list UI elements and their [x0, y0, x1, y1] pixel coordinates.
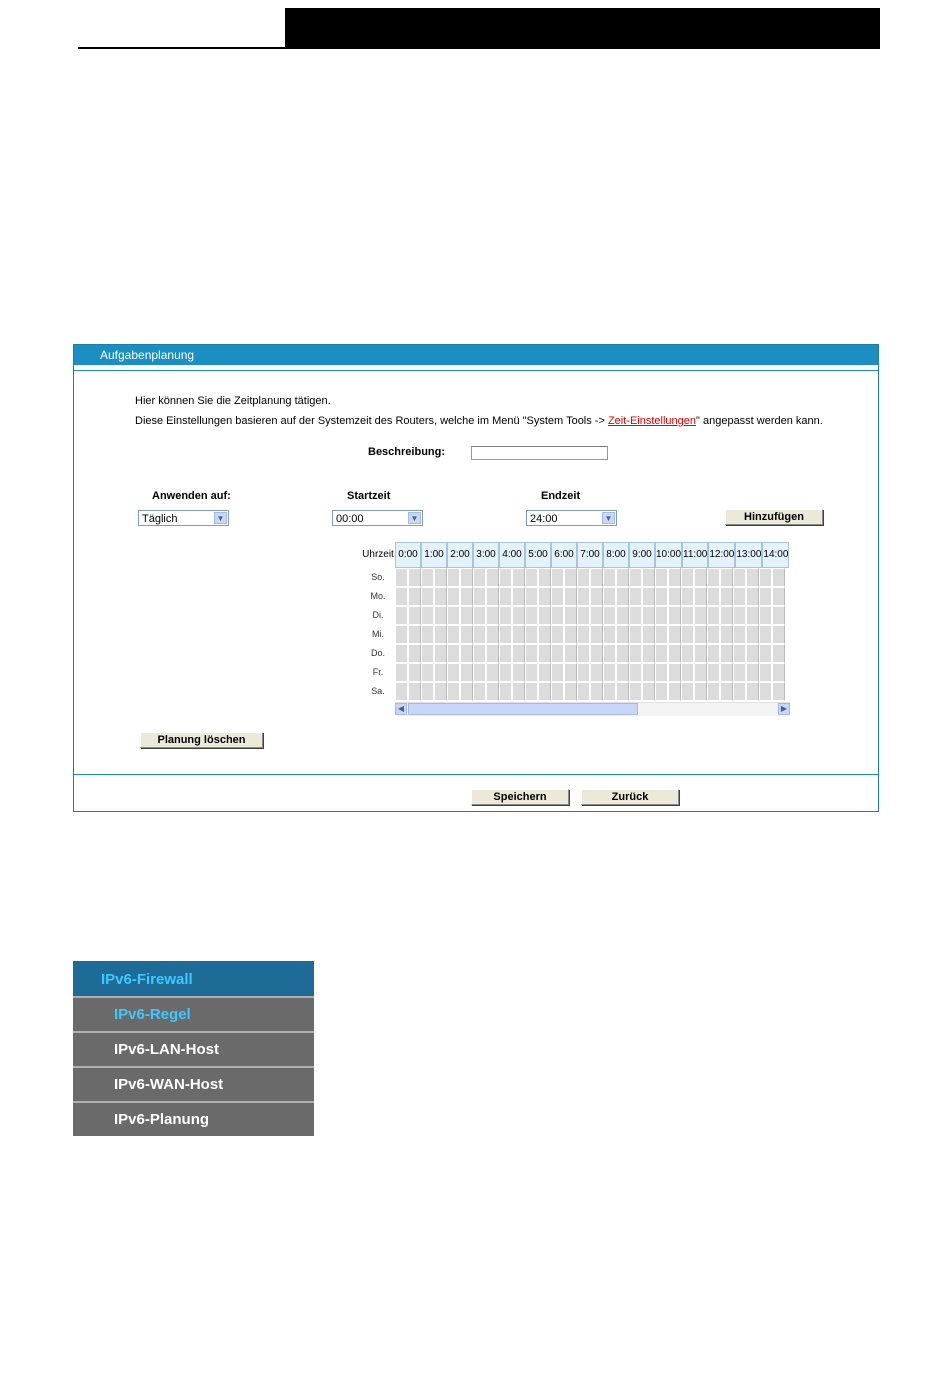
schedule-cell[interactable]: [694, 663, 707, 682]
schedule-cell[interactable]: [395, 663, 408, 682]
schedule-cell[interactable]: [473, 568, 486, 587]
schedule-cell[interactable]: [525, 587, 538, 606]
day-label: Mi.: [372, 629, 384, 639]
schedule-cell[interactable]: [733, 587, 746, 606]
time-settings-link[interactable]: Zeit-Einstellungen: [607, 415, 697, 427]
schedule-cell[interactable]: [655, 625, 668, 644]
schedule-cell[interactable]: [681, 663, 694, 682]
hour-header: 12:00: [708, 542, 735, 568]
schedule-cell[interactable]: [759, 625, 772, 644]
schedule-cell[interactable]: [551, 587, 564, 606]
schedule-cell[interactable]: [538, 587, 551, 606]
hour-header: 10:00: [655, 542, 682, 568]
schedule-cell[interactable]: [460, 606, 473, 625]
menu-item-ipv6-rule[interactable]: IPv6-Regel: [73, 996, 314, 1031]
cell-rows: [395, 568, 790, 701]
schedule-cell[interactable]: [733, 625, 746, 644]
intro-line-1: Hier können Sie die Zeitplanung tätigen.: [135, 395, 331, 407]
schedule-cell[interactable]: [473, 644, 486, 663]
schedule-cell[interactable]: [642, 587, 655, 606]
schedule-cell[interactable]: [447, 568, 460, 587]
schedule-cell[interactable]: [772, 625, 785, 644]
schedule-cell[interactable]: [616, 606, 629, 625]
grid-cells-area: [395, 542, 790, 702]
schedule-cell[interactable]: [642, 682, 655, 701]
schedule-cell[interactable]: [603, 682, 616, 701]
schedule-cell[interactable]: [772, 663, 785, 682]
title-rule: [74, 370, 878, 371]
hour-header: 9:00: [629, 542, 655, 568]
menu-item-ipv6-schedule[interactable]: IPv6-Planung: [73, 1101, 314, 1136]
hour-header: 1:00: [421, 542, 447, 568]
schedule-cell[interactable]: [642, 644, 655, 663]
schedule-cell[interactable]: [681, 587, 694, 606]
schedule-cell[interactable]: [473, 625, 486, 644]
schedule-cell[interactable]: [499, 625, 512, 644]
schedule-cell[interactable]: [499, 644, 512, 663]
schedule-cell[interactable]: [681, 682, 694, 701]
schedule-cell[interactable]: [460, 682, 473, 701]
scrollbar-thumb[interactable]: [408, 703, 638, 715]
schedule-cell[interactable]: [694, 587, 707, 606]
schedule-cell[interactable]: [694, 606, 707, 625]
schedule-cell[interactable]: [707, 644, 720, 663]
schedule-cell[interactable]: [668, 568, 681, 587]
schedule-cell[interactable]: [434, 568, 447, 587]
header-bar: [285, 8, 880, 49]
schedule-cell[interactable]: [551, 663, 564, 682]
chevron-down-icon: ▼: [602, 512, 615, 524]
schedule-cell[interactable]: [590, 682, 603, 701]
schedule-cell[interactable]: [408, 568, 421, 587]
schedule-cell[interactable]: [629, 568, 642, 587]
start-time-select[interactable]: [332, 510, 423, 526]
end-time-value: 24:00: [530, 513, 558, 525]
schedule-cell[interactable]: [733, 606, 746, 625]
schedule-cell[interactable]: [707, 606, 720, 625]
schedule-cell[interactable]: [759, 606, 772, 625]
schedule-cell[interactable]: [668, 606, 681, 625]
schedule-cell[interactable]: [421, 606, 434, 625]
hour-header: 4:00: [499, 542, 525, 568]
schedule-cell[interactable]: [629, 587, 642, 606]
schedule-cell[interactable]: [577, 644, 590, 663]
schedule-cell[interactable]: [460, 568, 473, 587]
schedule-cell[interactable]: [499, 568, 512, 587]
schedule-cell[interactable]: [460, 587, 473, 606]
schedule-cell[interactable]: [486, 682, 499, 701]
schedule-cell[interactable]: [616, 644, 629, 663]
schedule-cell[interactable]: [720, 663, 733, 682]
schedule-cell[interactable]: [668, 644, 681, 663]
add-button[interactable]: Hinzufügen: [725, 509, 823, 525]
schedule-cell[interactable]: [655, 644, 668, 663]
schedule-cell[interactable]: [759, 644, 772, 663]
schedule-cell[interactable]: [551, 644, 564, 663]
schedule-cell[interactable]: [577, 625, 590, 644]
schedule-cell[interactable]: [564, 568, 577, 587]
apply-select[interactable]: [138, 510, 229, 526]
schedule-cell[interactable]: [551, 606, 564, 625]
schedule-cell[interactable]: [551, 568, 564, 587]
schedule-cell[interactable]: [629, 625, 642, 644]
schedule-cell[interactable]: [616, 663, 629, 682]
schedule-cell[interactable]: [434, 663, 447, 682]
schedule-cell[interactable]: [733, 568, 746, 587]
schedule-cell[interactable]: [408, 587, 421, 606]
intro-line-2: [135, 415, 823, 427]
schedule-cell[interactable]: [551, 682, 564, 701]
schedule-cell[interactable]: [720, 644, 733, 663]
schedule-cell[interactable]: [538, 663, 551, 682]
schedule-cell[interactable]: [577, 663, 590, 682]
schedule-row: [395, 625, 790, 644]
schedule-cell[interactable]: [421, 587, 434, 606]
schedule-cell[interactable]: [616, 682, 629, 701]
schedule-cell[interactable]: [590, 625, 603, 644]
schedule-cell[interactable]: [577, 606, 590, 625]
schedule-cell[interactable]: [408, 682, 421, 701]
schedule-cell[interactable]: [655, 606, 668, 625]
schedule-cell[interactable]: [538, 606, 551, 625]
bottom-rule: [74, 774, 878, 775]
schedule-cell[interactable]: [759, 568, 772, 587]
schedule-cell[interactable]: [395, 568, 408, 587]
schedule-cell[interactable]: [395, 606, 408, 625]
schedule-cell[interactable]: [629, 606, 642, 625]
schedule-cell[interactable]: [772, 587, 785, 606]
schedule-cell[interactable]: [681, 568, 694, 587]
end-time-label: Endzeit: [541, 490, 581, 502]
schedule-cell[interactable]: [694, 568, 707, 587]
schedule-cell[interactable]: [473, 587, 486, 606]
schedule-cell[interactable]: [512, 682, 525, 701]
schedule-cell[interactable]: [460, 625, 473, 644]
schedule-cell[interactable]: [551, 625, 564, 644]
schedule-cell[interactable]: [538, 625, 551, 644]
header-rule: [78, 47, 285, 49]
schedule-cell[interactable]: [590, 644, 603, 663]
schedule-cell[interactable]: [746, 625, 759, 644]
schedule-cell[interactable]: [512, 625, 525, 644]
schedule-cell[interactable]: [707, 587, 720, 606]
schedule-cell[interactable]: [681, 606, 694, 625]
start-time-label: Startzeit: [347, 490, 391, 502]
schedule-cell[interactable]: [629, 682, 642, 701]
schedule-cell[interactable]: [447, 682, 460, 701]
schedule-cell[interactable]: [746, 682, 759, 701]
schedule-row: [395, 587, 790, 606]
schedule-cell[interactable]: [486, 568, 499, 587]
apply-label: Anwenden auf:: [152, 490, 231, 502]
schedule-cell[interactable]: [603, 568, 616, 587]
end-time-select[interactable]: [526, 510, 617, 526]
schedule-cell[interactable]: [512, 644, 525, 663]
schedule-grid: [361, 542, 790, 718]
schedule-cell[interactable]: [434, 644, 447, 663]
schedule-cell[interactable]: [642, 568, 655, 587]
schedule-cell[interactable]: [720, 625, 733, 644]
schedule-cell[interactable]: [772, 606, 785, 625]
schedule-row: [395, 606, 790, 625]
schedule-cell[interactable]: [460, 663, 473, 682]
schedule-cell[interactable]: [681, 625, 694, 644]
schedule-cell[interactable]: [655, 682, 668, 701]
back-button[interactable]: Zurück: [581, 789, 679, 805]
schedule-cell[interactable]: [564, 644, 577, 663]
schedule-cell[interactable]: [512, 587, 525, 606]
schedule-cell[interactable]: [629, 644, 642, 663]
schedule-cell[interactable]: [499, 663, 512, 682]
schedule-cell[interactable]: [434, 587, 447, 606]
schedule-cell[interactable]: [590, 606, 603, 625]
schedule-cell[interactable]: [538, 644, 551, 663]
schedule-cell[interactable]: [421, 644, 434, 663]
panel-title-text: Aufgabenplanung: [100, 348, 195, 362]
schedule-cell[interactable]: [642, 663, 655, 682]
hour-header: 14:00: [762, 542, 789, 568]
schedule-cell[interactable]: [447, 644, 460, 663]
schedule-cell[interactable]: [564, 587, 577, 606]
schedule-cell[interactable]: [694, 625, 707, 644]
schedule-cell[interactable]: [668, 663, 681, 682]
schedule-cell[interactable]: [694, 644, 707, 663]
schedule-cell[interactable]: [473, 606, 486, 625]
schedule-cell[interactable]: [421, 663, 434, 682]
schedule-cell[interactable]: [759, 663, 772, 682]
schedule-cell[interactable]: [629, 663, 642, 682]
schedule-cell[interactable]: [499, 587, 512, 606]
schedule-cell[interactable]: [590, 663, 603, 682]
scroll-right-icon[interactable]: ▶: [778, 703, 790, 715]
intro-line-2-after: " angepasst werden kann.: [696, 415, 823, 427]
schedule-cell[interactable]: [616, 625, 629, 644]
scroll-left-icon[interactable]: ◀: [395, 703, 407, 715]
schedule-cell[interactable]: [525, 625, 538, 644]
schedule-cell[interactable]: [473, 682, 486, 701]
schedule-cell[interactable]: [603, 606, 616, 625]
hour-header: 11:00: [682, 542, 708, 568]
schedule-cell[interactable]: [460, 644, 473, 663]
save-button[interactable]: Speichern: [471, 789, 569, 805]
chevron-down-icon: ▼: [214, 512, 227, 524]
schedule-cell[interactable]: [512, 606, 525, 625]
hour-header: 2:00: [447, 542, 473, 568]
description-input[interactable]: [471, 446, 608, 460]
schedule-cell[interactable]: [668, 682, 681, 701]
schedule-cell[interactable]: [499, 606, 512, 625]
day-label: Do.: [370, 648, 385, 658]
schedule-cell[interactable]: [447, 587, 460, 606]
schedule-cell[interactable]: [590, 568, 603, 587]
menu-item-ipv6-lan-host[interactable]: IPv6-LAN-Host: [73, 1031, 314, 1066]
schedule-cell[interactable]: [759, 587, 772, 606]
schedule-cell[interactable]: [772, 644, 785, 663]
hour-header: 8:00: [603, 542, 629, 568]
chevron-down-icon: ▼: [408, 512, 421, 524]
schedule-cell[interactable]: [434, 682, 447, 701]
schedule-cell[interactable]: [499, 682, 512, 701]
schedule-cell[interactable]: [668, 587, 681, 606]
time-header: Uhrzeit: [362, 549, 394, 560]
schedule-cell[interactable]: [642, 606, 655, 625]
schedule-cell[interactable]: [447, 625, 460, 644]
schedule-cell[interactable]: [408, 606, 421, 625]
hour-header: 5:00: [525, 542, 551, 568]
schedule-row: [395, 682, 790, 701]
schedule-cell[interactable]: [746, 587, 759, 606]
schedule-cell[interactable]: [720, 587, 733, 606]
schedule-panel: [73, 344, 879, 812]
day-label: Di.: [372, 610, 384, 620]
menu-item-ipv6-firewall[interactable]: IPv6-Firewall: [73, 961, 314, 996]
schedule-cell[interactable]: [525, 682, 538, 701]
day-label: Fr.: [372, 667, 384, 677]
schedule-cell[interactable]: [707, 663, 720, 682]
schedule-cell[interactable]: [421, 568, 434, 587]
schedule-cell[interactable]: [655, 587, 668, 606]
schedule-row: [395, 644, 790, 663]
schedule-cell[interactable]: [408, 663, 421, 682]
schedule-cell[interactable]: [408, 644, 421, 663]
schedule-cell[interactable]: [434, 606, 447, 625]
schedule-cell[interactable]: [746, 644, 759, 663]
apply-select-value: Täglich: [142, 513, 178, 525]
schedule-cell[interactable]: [655, 663, 668, 682]
schedule-cell[interactable]: [525, 606, 538, 625]
schedule-cell[interactable]: [486, 644, 499, 663]
clear-schedule-button[interactable]: Planung löschen: [140, 732, 263, 748]
schedule-cell[interactable]: [746, 568, 759, 587]
schedule-cell[interactable]: [577, 682, 590, 701]
schedule-cell[interactable]: [525, 663, 538, 682]
schedule-cell[interactable]: [486, 606, 499, 625]
schedule-cell[interactable]: [564, 625, 577, 644]
schedule-cell[interactable]: [525, 568, 538, 587]
hour-header: 7:00: [577, 542, 603, 568]
schedule-cell[interactable]: [395, 625, 408, 644]
description-label: Beschreibung:: [368, 446, 446, 458]
schedule-cell[interactable]: [434, 625, 447, 644]
schedule-cell[interactable]: [421, 625, 434, 644]
hour-header-row: [395, 542, 790, 568]
schedule-cell[interactable]: [473, 663, 486, 682]
schedule-cell[interactable]: [395, 644, 408, 663]
schedule-cell[interactable]: [603, 587, 616, 606]
schedule-cell[interactable]: [525, 644, 538, 663]
schedule-cell[interactable]: [720, 682, 733, 701]
schedule-cell[interactable]: [590, 587, 603, 606]
intro-line-2-before: Diese Einstellungen basieren auf der Systemzeit des Routers, welche im Menü "System Tools ->: [135, 415, 608, 427]
hour-header: 3:00: [473, 542, 499, 568]
start-time-value: 00:00: [336, 513, 364, 525]
menu-item-ipv6-wan-host[interactable]: IPv6-WAN-Host: [73, 1066, 314, 1101]
day-label: Mo.: [370, 591, 386, 601]
schedule-cell[interactable]: [447, 606, 460, 625]
schedule-cell[interactable]: [707, 625, 720, 644]
schedule-cell[interactable]: [564, 606, 577, 625]
grid-row-labels: [361, 542, 395, 701]
hour-header: 0:00: [395, 542, 421, 568]
schedule-cell[interactable]: [681, 644, 694, 663]
schedule-cell[interactable]: [564, 682, 577, 701]
schedule-cell[interactable]: [720, 568, 733, 587]
horizontal-scrollbar[interactable]: [395, 702, 790, 716]
schedule-cell[interactable]: [486, 587, 499, 606]
schedule-cell[interactable]: [603, 644, 616, 663]
schedule-cell[interactable]: [707, 568, 720, 587]
schedule-cell[interactable]: [486, 663, 499, 682]
schedule-cell[interactable]: [447, 663, 460, 682]
schedule-row: [395, 663, 790, 682]
schedule-cell[interactable]: [733, 644, 746, 663]
schedule-cell[interactable]: [746, 663, 759, 682]
schedule-cell[interactable]: [538, 682, 551, 701]
schedule-cell[interactable]: [577, 587, 590, 606]
schedule-cell[interactable]: [746, 606, 759, 625]
schedule-cell[interactable]: [772, 568, 785, 587]
schedule-cell[interactable]: [486, 625, 499, 644]
day-label: Sa.: [371, 686, 385, 696]
schedule-cell[interactable]: [759, 682, 772, 701]
schedule-cell[interactable]: [421, 682, 434, 701]
schedule-cell[interactable]: [577, 568, 590, 587]
schedule-cell[interactable]: [655, 568, 668, 587]
schedule-cell[interactable]: [616, 587, 629, 606]
schedule-row: [395, 568, 790, 587]
schedule-cell[interactable]: [707, 682, 720, 701]
schedule-cell[interactable]: [408, 625, 421, 644]
schedule-cell[interactable]: [564, 663, 577, 682]
schedule-cell[interactable]: [395, 682, 408, 701]
schedule-cell[interactable]: [733, 663, 746, 682]
schedule-cell[interactable]: [603, 625, 616, 644]
schedule-cell[interactable]: [512, 568, 525, 587]
day-label: So.: [371, 572, 385, 582]
schedule-cell[interactable]: [694, 682, 707, 701]
schedule-cell[interactable]: [733, 682, 746, 701]
schedule-cell[interactable]: [395, 587, 408, 606]
schedule-cell[interactable]: [603, 663, 616, 682]
schedule-cell[interactable]: [668, 625, 681, 644]
schedule-cell[interactable]: [616, 568, 629, 587]
schedule-cell[interactable]: [512, 663, 525, 682]
panel-title: [74, 345, 878, 365]
schedule-cell[interactable]: [720, 606, 733, 625]
side-menu: [73, 961, 314, 1136]
hour-header: 13:00: [735, 542, 762, 568]
schedule-cell[interactable]: [772, 682, 785, 701]
hour-header: 6:00: [551, 542, 577, 568]
schedule-cell[interactable]: [642, 625, 655, 644]
schedule-cell[interactable]: [538, 568, 551, 587]
